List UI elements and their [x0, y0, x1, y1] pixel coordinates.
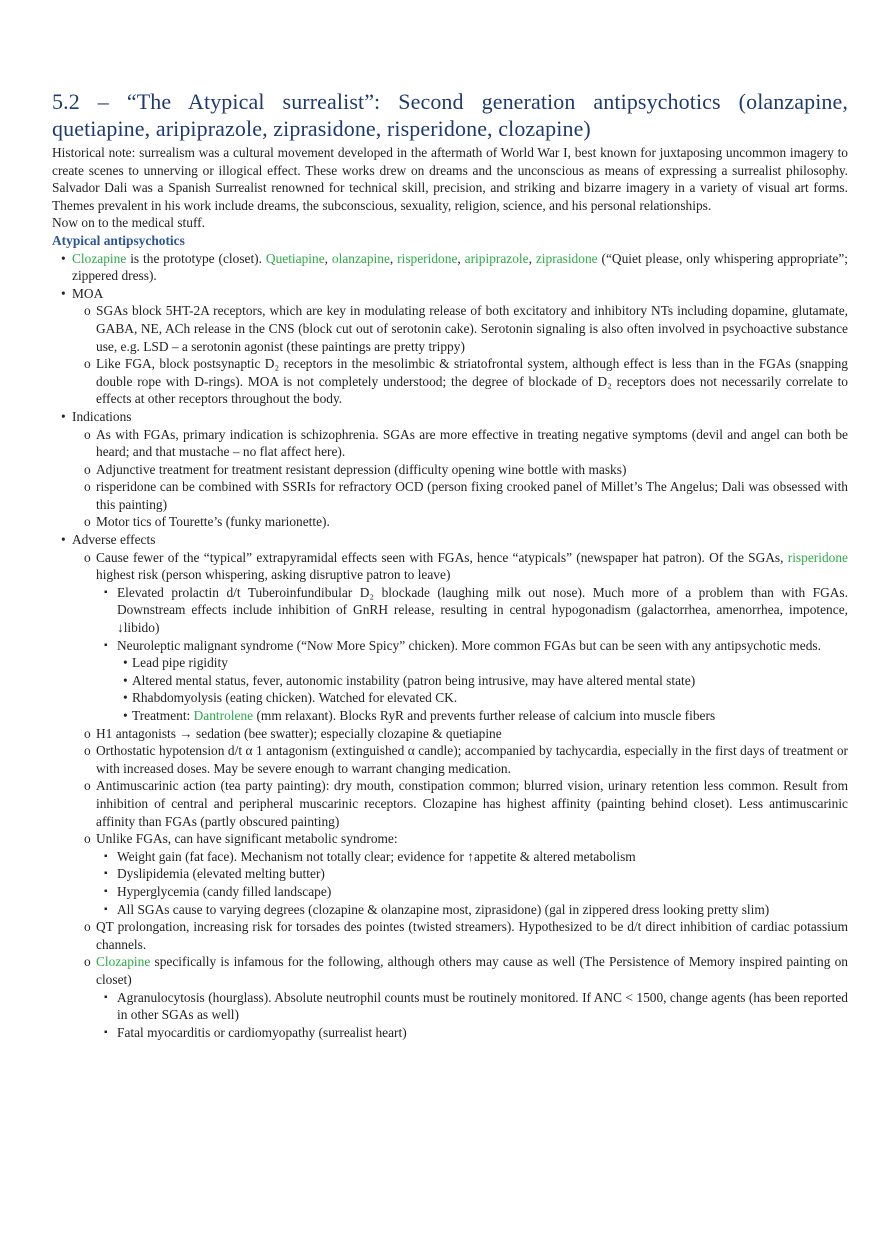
indication-item [52, 426, 848, 461]
drug-quetiapine: Quetiapine [265, 250, 325, 266]
bullet-marker: • [61, 408, 66, 424]
separator: , [528, 250, 536, 266]
nms-item-text: Lead pipe rigidity [132, 655, 228, 671]
adverse-item [52, 777, 848, 830]
qt-text: QT prolongation, increasing risk for torsades des pointes (twisted streamers). Hypothesized to be d/t direct inhibition of cardiac potassium channels. [96, 919, 848, 952]
separator: , [457, 250, 465, 266]
square-marker: ▪ [104, 903, 108, 915]
drug-risperidone: risperidone [787, 549, 848, 565]
drug-olanzapine: olanzapine [331, 250, 390, 266]
square-marker: ▪ [104, 868, 108, 880]
treatment-text: Treatment: [132, 708, 194, 723]
nms-item-text: Altered mental status, fever, autonomic instability (patron being intrusive, may have altered mental state) [132, 672, 696, 688]
square-marker: ▪ [104, 639, 108, 651]
bullet-marker: • [61, 532, 66, 548]
adverse-item [52, 918, 848, 953]
o-marker: o [84, 743, 91, 759]
list-item-drugs [52, 250, 848, 285]
antimuscarinic-text: Antimuscarinic action (tea party painting): dry mouth, constipation common; blurred vision, urinary retention less common. Result from inhibition of central and peripheral muscarinic receptors. Clozapine has highest affinity (painting behind closet). Less antimuscarinic affinity than FGAs (partly obscured painting) [96, 778, 848, 829]
adverse-item-eps [52, 549, 848, 584]
moa-item [52, 302, 848, 355]
metabolic-item-text: All SGAs cause to varying degrees (clozapine & olanzapine most, ziprasidone) (gal in zippered dress looking pretty slim) [117, 901, 770, 917]
indication-item [52, 461, 848, 479]
list-item-indications [52, 408, 848, 426]
drug-aripiprazole: aripiprazole [464, 250, 529, 266]
treatment-text: (mm relaxant). Blocks RyR and prevents further release of calcium into muscle fibers [253, 708, 716, 723]
drug-clozapine: Clozapine [96, 954, 151, 970]
orthostatic-text: Orthostatic hypotension d/t α 1 antagonism (extinguished α candle); accompanied by tachycardia, especially in the first days of treatment or with increased doses. May be severe enough to warrant changing medication. [96, 743, 848, 776]
nms-item [52, 654, 848, 672]
eps-text: Cause fewer of the “typical” extrapyramidal effects seen with FGAs, hence “atypicals” (newspaper hat patron). Of the SGAs, [96, 549, 788, 565]
nms-item [52, 672, 848, 690]
o-marker: o [84, 919, 91, 935]
square-marker: ▪ [104, 586, 108, 598]
adverse-item [52, 830, 848, 848]
historical-note: Historical note: surrealism was a cultural movement developed in the aftermath of World War I, best known for juxtaposing uncommon imagery to create scenes to unnerving or illogical effect. These works drew on dreams and the unconscious as means of expressing a surrealist philosophy. Salvador Dali was a Spanish Surrealist renowned for technical skill, precision, and striking and bizarre imagery in a variety of visual art forms. Themes prevalent in his work include dreams, the subconscious, sexuality, religion, science, and his personal relationships. [52, 145, 848, 213]
indication-item [52, 513, 848, 531]
o-marker: o [84, 514, 91, 530]
adverse-item [52, 742, 848, 777]
adverse-subitem [52, 637, 848, 655]
o-marker: o [84, 356, 91, 372]
main-list [52, 250, 848, 1042]
prolactin-text: Elevated prolactin d/t Tuberoinfundibular D₂ blockade (laughing milk out nose). Much more of a problem than with FGAs. Downstream effects include inhibition of GnRH release, resulting in central hypogonadism (galactorrhea, amenorrhea, impotence, ↓libido) [117, 584, 848, 636]
o-marker: o [84, 725, 91, 741]
clozapine-item-text: Fatal myocarditis or cardiomyopathy (surrealist heart) [117, 1024, 407, 1040]
o-marker: o [84, 549, 91, 565]
o-marker: o [84, 479, 91, 495]
mnemonic-text: (“Quiet please, only whispering appropriate”; zippered dress). [72, 250, 848, 284]
clozapine-text: specifically is infamous for the following, although others may cause as well (The Persistence of Memory inspired painting on closet) [96, 954, 848, 987]
metabolic-item [52, 865, 848, 883]
adverse-item [52, 725, 848, 743]
nms-item [52, 707, 848, 725]
indication-text: risperidone can be combined with SSRIs for refractory OCD (person fixing crooked panel of Millet’s The Angelus; Dali was obsessed with this painting) [96, 479, 848, 512]
metabolic-item-text: Dyslipidemia (elevated melting butter) [117, 866, 325, 882]
indication-text: As with FGAs, primary indication is schizophrenia. SGAs are more effective in treating negative symptoms (devil and angel can both be heard; and that mustache – no flat affect here). [96, 426, 848, 460]
bullet-marker: • [123, 690, 128, 706]
separator: , [389, 250, 398, 266]
indication-text: Motor tics of Tourette’s (funky marionette). [96, 514, 330, 530]
moa-item [52, 355, 848, 408]
drug-clozapine: Clozapine [72, 250, 127, 266]
o-marker: o [84, 954, 91, 970]
adverse-label: Adverse effects [72, 532, 156, 548]
square-marker: ▪ [104, 991, 108, 1003]
bullet-marker: • [61, 250, 66, 266]
indication-item [52, 478, 848, 513]
clozapine-item-text: Agranulocytosis (hourglass). Absolute neutrophil counts must be routinely monitored. If ANC < 1500, change agents (has been reported in other SGAs as well) [117, 989, 848, 1023]
transition-line: Now on to the medical stuff. [52, 215, 205, 231]
o-marker: o [84, 778, 91, 794]
drug-risperidone: risperidone [397, 250, 458, 266]
square-marker: ▪ [104, 850, 108, 862]
moa-text: Like FGA, block postsynaptic D₂ receptors in the mesolimbic & striatofrontal system, although effect is less than in the FGAs (snapping double rope with D-rings). MOA is not completely understood; the degree of blockade of D₂ receptors does not necessarily correlate to effects at other receptors throughout the body. [96, 356, 848, 407]
eps-text: highest risk (person whispering, asking disruptive patron to leave) [96, 567, 451, 583]
o-marker: o [84, 426, 91, 442]
metabolic-item-text: Weight gain (fat face). Mechanism not totally clear; evidence for ↑appetite & altered metabolism [117, 848, 636, 864]
moa-text: SGAs block 5HT-2A receptors, which are key in modulating release of both excitatory and inhibitory NTs including dopamine, glutamate, GABA, NE, ACh release in the CNS (block cut out of serotonin cake). Serotonin signaling is also often involved in psychoactive substance use, e.g. LSD – a serotonin agonist (these paintings are pretty trippy) [96, 303, 848, 354]
metabolic-item-text: Hyperglycemia (candy filled landscape) [117, 883, 332, 899]
clozapine-item [52, 1024, 848, 1042]
square-marker: ▪ [104, 885, 108, 897]
indications-label: Indications [72, 408, 132, 424]
metabolic-item [52, 901, 848, 919]
drug-dantrolene: Dantrolene [193, 708, 254, 723]
bullet-marker: • [61, 285, 66, 301]
o-marker: o [84, 303, 91, 319]
moa-label: MOA [72, 285, 104, 301]
list-item-adverse [52, 531, 848, 549]
metabolic-item [52, 883, 848, 901]
nms-item-text: Rhabdomyolysis (eating chicken). Watched for elevated CK. [132, 690, 458, 706]
clozapine-item [52, 989, 848, 1024]
list-item-moa [52, 285, 848, 303]
adverse-item-clozapine [52, 953, 848, 988]
o-marker: o [84, 831, 91, 847]
bullet-marker: • [123, 672, 128, 688]
h1-text: H1 antagonists → sedation (bee swatter); especially clozapine & quetiapine [96, 725, 502, 741]
nms-item [52, 689, 848, 707]
adverse-subitem [52, 584, 848, 637]
bullet-marker: • [123, 708, 128, 723]
square-marker: ▪ [104, 1026, 108, 1038]
drug-ziprasidone: ziprasidone [535, 250, 598, 266]
o-marker: o [84, 461, 91, 477]
text: is the prototype (closet). [126, 250, 266, 266]
separator: , [324, 250, 332, 266]
indication-text: Adjunctive treatment for treatment resistant depression (difficulty opening wine bottle with masks) [96, 461, 627, 477]
section-heading: Atypical antipsychotics [52, 232, 185, 248]
metabolic-item [52, 848, 848, 866]
bullet-marker: • [123, 655, 128, 671]
metabolic-text: Unlike FGAs, can have significant metabolic syndrome: [96, 831, 398, 847]
nms-text: Neuroleptic malignant syndrome (“Now More Spicy” chicken). More common FGAs but can be seen with any antipsychotic meds. [117, 637, 821, 653]
page-title: 5.2 – “The Atypical surrealist”: Second generation antipsychotics (olanzapine, quetiapine, aripiprazole, ziprasidone, risperidone, clozapine) [52, 89, 848, 141]
